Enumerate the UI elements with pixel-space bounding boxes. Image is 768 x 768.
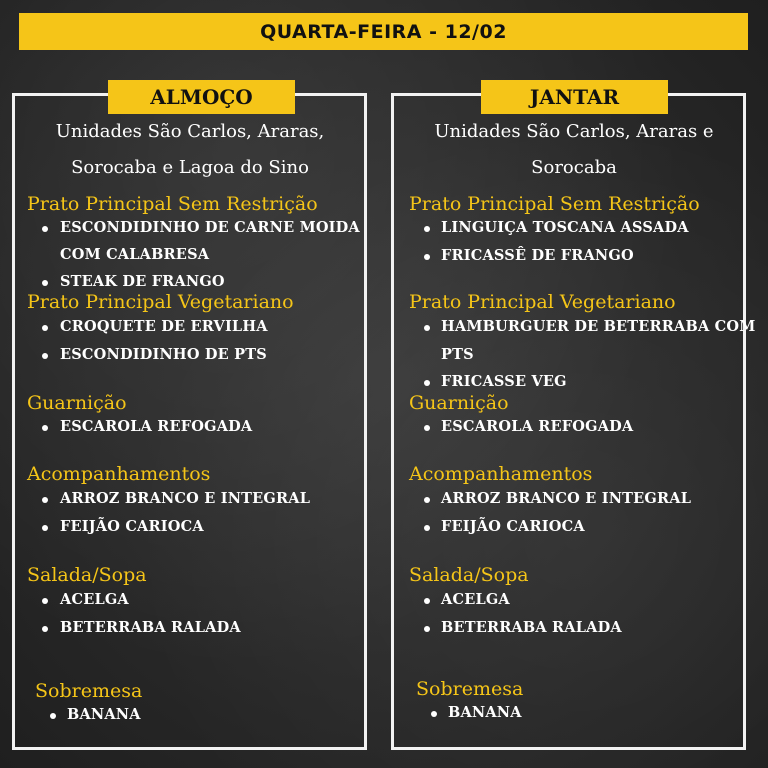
dinner-sides-title: Acompanhamentos: [409, 463, 593, 485]
lunch-units-line-2: Sorocaba e Lagoa do Sino: [71, 157, 309, 178]
dinner-veg-item-1: HAMBURGUER DE BETERRABA COM: [441, 318, 756, 335]
dinner-dessert-item-1: BANANA: [448, 704, 522, 721]
dinner-dessert-title: Sobremesa: [416, 678, 524, 700]
dinner-units: [400, 114, 748, 186]
lunch-main-item-1: ESCONDIDINHO DE CARNE MOIDA: [60, 219, 360, 236]
lunch-sides-item-2: FEIJÃO CARIOCA: [60, 518, 204, 535]
lunch-sides-item-1: ARROZ BRANCO E INTEGRAL: [60, 490, 311, 507]
dinner-veg-item-2: FRICASSE VEG: [441, 373, 567, 390]
dinner-main-item-1: LINGUIÇA TOSCANA ASSADA: [441, 219, 689, 236]
bullet: [42, 353, 48, 359]
bullet: [431, 711, 437, 717]
lunch-main-title: Prato Principal Sem Restrição: [27, 193, 318, 215]
dinner-sides-item-1: ARROZ BRANCO E INTEGRAL: [441, 490, 692, 507]
bullet: [424, 254, 430, 260]
dinner-salad-item-1: ACELGA: [441, 591, 510, 608]
bullet: [424, 525, 430, 531]
bullet: [42, 280, 48, 286]
lunch-main-item-2: STEAK DE FRANGO: [60, 273, 225, 290]
dinner-main-title: Prato Principal Sem Restrição: [409, 193, 700, 215]
dinner-veg-item-1-cont: PTS: [441, 346, 474, 363]
lunch-garnish-title: Guarnição: [27, 392, 127, 414]
lunch-label: ALMOÇO: [108, 80, 295, 114]
bullet: [42, 226, 48, 232]
bullet: [42, 425, 48, 431]
date-banner: QUARTA-FEIRA - 12/02: [19, 13, 748, 50]
bullet: [424, 598, 430, 604]
lunch-veg-item-1: CROQUETE DE ERVILHA: [60, 318, 268, 335]
dinner-garnish-item-1: ESCAROLA REFOGADA: [441, 418, 634, 435]
bullet: [424, 626, 430, 632]
lunch-garnish-item-1: ESCAROLA REFOGADA: [60, 418, 253, 435]
dinner-sides-item-2: FEIJÃO CARIOCA: [441, 518, 585, 535]
dinner-garnish-title: Guarnição: [409, 392, 509, 414]
lunch-units: [20, 114, 360, 186]
dinner-units-line-1: Unidades São Carlos, Araras e: [434, 121, 714, 142]
lunch-salad-title: Salada/Sopa: [27, 564, 147, 586]
lunch-veg-title: Prato Principal Vegetariano: [27, 291, 294, 313]
lunch-salad-item-2: BETERRABA RALADA: [60, 619, 241, 636]
bullet: [424, 226, 430, 232]
bullet: [424, 497, 430, 503]
lunch-main-item-1-cont: COM CALABRESA: [60, 246, 210, 263]
dinner-main-item-2: FRICASSÊ DE FRANGO: [441, 247, 634, 264]
dinner-units-line-2: Sorocaba: [531, 157, 617, 178]
bullet: [42, 626, 48, 632]
bullet: [42, 497, 48, 503]
dinner-salad-title: Salada/Sopa: [409, 564, 529, 586]
lunch-dessert-title: Sobremesa: [35, 680, 143, 702]
bullet: [424, 380, 430, 386]
lunch-units-line-1: Unidades São Carlos, Araras,: [55, 121, 325, 142]
dinner-label: JANTAR: [481, 80, 668, 114]
bullet: [42, 325, 48, 331]
bullet: [424, 325, 430, 331]
lunch-veg-item-2: ESCONDIDINHO DE PTS: [60, 346, 267, 363]
bullet: [42, 525, 48, 531]
bullet: [424, 425, 430, 431]
lunch-dessert-item-1: BANANA: [67, 706, 141, 723]
lunch-salad-item-1: ACELGA: [60, 591, 129, 608]
bullet: [42, 598, 48, 604]
bullet: [50, 713, 56, 719]
dinner-salad-item-2: BETERRABA RALADA: [441, 619, 622, 636]
dinner-veg-title: Prato Principal Vegetariano: [409, 291, 676, 313]
lunch-sides-title: Acompanhamentos: [27, 463, 211, 485]
